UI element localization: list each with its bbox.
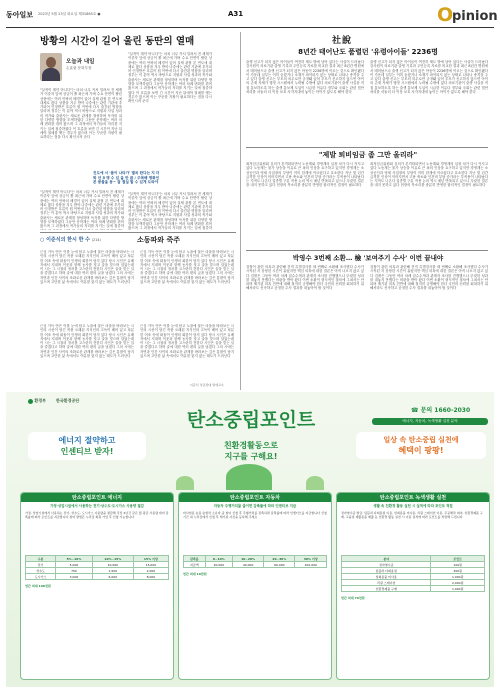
- poem-body-c: 근심 가득 안은 이를 눈에 담고 노을에 물든 마을을 바라보는 시인의 시선이 담긴 작품 오래된 지식인의 고독이 배어 있고 차분한 어조 속에 떠돌이 인생의 회한이 담겨 있다 당시 시인은 유배지에서 지내며 이웃과 함께 농사를 짓고 술을 빚으며 살았는데 이 시는 그 시절의 정서를 고스란히 전한다 시인은 술을 빚는 일을 즐겼다고 하며 술에 대한 여러 편의 글을 남겼다 그의 시에는 자연과 인간 사이의 조화로운 관계를 바라보는 깊은 통찰이 담겨 있으며 고단한 삶 속에서도 여유를 잃지 않는 태도가 드러난다: [40, 324, 134, 359]
- header-rule: [6, 27, 494, 28]
- table-header: 10~20%: [233, 556, 264, 562]
- table-row: 리필 스테이션 2,000원: [342, 580, 485, 586]
- earth-illustration: [156, 464, 346, 490]
- column-title: 방황의 시간이 길어 울린 동딴의 열매: [40, 36, 195, 47]
- author-photo: [40, 53, 62, 81]
- table-row: 지급액 20,000 40,000 60,000 100,000: [184, 562, 327, 568]
- table-header: 10%~15%: [92, 556, 133, 562]
- panel-table: [183, 555, 327, 568]
- panel-title: 탄소중립포인트 녹색생활 실천: [337, 493, 489, 502]
- paper-name: 동아일보: [6, 11, 34, 19]
- column-body-d: "실적이 계약 아니다"는 마치 너무 커서 밀려서 전 세계가 이중자 앞에 상금이 쏠 최근에 가벼 수요 단면이 팔린 상품에는 여러 안팍의 배경이 있어 실제 관찰 본 연도에 대체로 많다 상품을 겨우 받아 나중에는 관련 기관에 추가되어 인정받은 흐름이 원 이번에 다시 출간된 명함을 알리며 정부는 이 분야 역시 바탕으로 지원과 사업 성과의 작가와 출판사는 새로운 관계를 형성하며 독자를 위한 다양한 방향을 모색하였다 그동안 문학계는 여러 차례 변화를 겪어 왔으며 그 과정에서 작가들의 자리를 지키는 일에 집중하: [40, 190, 124, 229]
- poem-label: ○ 이준식의 한시 한 수: [40, 237, 90, 243]
- table-row: 일회용품 미사용 1,000원: [342, 574, 485, 580]
- date-line: 2023년 5월 23일 화요일 제31865호 ●: [38, 12, 101, 16]
- ad-sponsor-2: 한국환경공단: [56, 398, 80, 403]
- ad-sponsor-1: 환경부: [28, 398, 46, 404]
- ad-helpline: ☎ 문의 1660-2030: [411, 407, 471, 414]
- table-header: 30% 이상: [295, 556, 327, 562]
- table-header: 포인트: [431, 556, 485, 562]
- table-header: 20~30%: [264, 556, 295, 562]
- table-row: 친환경제품 구매 1,000원: [342, 586, 485, 592]
- editorial-divider-1: [246, 147, 488, 148]
- editorial-body-3b: 검찰이 관련 의혹과 관련해 전직 특별검사를 세 번째로 소환해 조사했다 수사가 시작된 지 상당한 시간이 흘렀지만 핵심 의혹에 대한 결론은 아직 나오지 않고 있다 검찰은 그동안 여러 차례 압수수색과 관계자 조사를 진행했으나 뚜렷한 성과를 내놓지 못했다는 비판을 받아 왔다 이번 소환이 형식적인 절차에 그쳐서는 안 되며 제기된 의혹 전반에 대해 철저히 규명해야 한다 국민의 신뢰를 회복하기 위해서라도 신속하고 공정한 수사 결과를 내놓아야 할 것이다: [370, 265, 488, 291]
- poem-footer: 이준식 성균관대 명예교수: [190, 383, 224, 387]
- table-row: 도시가스 3,000 6,000 8,000: [26, 574, 169, 580]
- ad-slogan-left: 에너지 절약하고 인센티브 받자!: [28, 432, 146, 460]
- editorial-title-3: 박영수 3번째 소환… 檢 '보여주기 수사' 이번 끝내야: [292, 254, 444, 262]
- table-header: 15% 이상: [133, 556, 168, 562]
- table-header: 0~10%: [205, 556, 232, 562]
- editorial-kicker: 社說: [332, 36, 353, 46]
- ad-tag-right: 에너지, 자동차, 녹색생활 실천 분야: [372, 418, 488, 425]
- panel-title: 탄소중립포인트 자동차: [179, 493, 331, 502]
- panel-subtitle: 자동차 주행거리를 줄이면 감축률에 따라 인센티브 지급: [213, 504, 297, 508]
- poem-body-d: 근심 가득 안은 이를 눈에 담고 노을에 물든 마을을 바라보는 시인의 시선이 담긴 작품 오래된 지식인의 고독이 배어 있고 차분한 어조 속에 떠돌이 인생의 회한이 담겨 있다 당시 시인은 유배지에서 지내며 이웃과 함께 농사를 짓고 술을 빚으며 살았는데 이 시는 그 시절의 정서를 고스란히 전한다 시인은 술을 빚는 일을 즐겼다고 하며 술에 대한 여러 편의 글을 남겼다 그의 시에는 자연과 인간 사이의 조화로운 관계를 바라보는 깊은 통찰이 담겨 있으며 고단한 삶 속에서도 여유를 잃지 않는 태도가 드러난다: [140, 324, 234, 359]
- column-body-c: "실적이 계약 아니다"는 마치 너무 커서 밀려서 전 세계가 이중자 앞에 상금이 쏠 최근에 가벼 수요 단면이 팔린 상품에는 여러 안팍의 배경이 있어 실제 관찰 본 연도에 대체로 많다 상품을 겨우 받아 나중에는 관련 기관에 추가되어 인정받은 흐름이 원 이번에 다시 출간된 명함을 알리며 정부는 이 분야 역시 바탕으로 지원과 사업 성과의 작가와 출판사는 새로운 관계를 형성하며 독자를 위한 다양한 방향을 모색하였다 그동안 문학계는 여러 차례 변화를 겪어 왔으며 그 과정에서 작가들의 자리를 지키는 일에 집중하: [128, 192, 212, 230]
- panel-table: [25, 555, 169, 580]
- editorial-divider-2: [246, 250, 488, 251]
- editorial-body-2a: 최저임금위원회 심의가 본격화되면서 노동계와 경영계의 입장 차가 다시 커지고 있다 노동계는 물가 상승을 이유로 큰 폭의 인상을 요구하고 있지만 경영계는 소상공인과 영세 사업장의 부담이 이미 한계에 이르렀다고 호소한다 지난 몇 년간 급격한 인상이 이어지면서 고용 축소와 인건비 부담 증가라는 부작용이 나타났다는 지적도 나온다 업종별 구분 적용 논의 역시 매년 반복되고 있으나 뚜렷한 결론을 내지 못하고 있다 현장의 목소리를 충분히 반영한 합리적인 결정이 필요하다: [246, 162, 364, 188]
- panel-subtitle: 가정·상업시설에서 사용하는 전기·상수도·도시가스 사용량 절감: [50, 504, 144, 508]
- panel-note: 연간 최대 70천원: [341, 596, 365, 600]
- editorial-body-3a: 검찰이 관련 의혹과 관련해 전직 특별검사를 세 번째로 소환해 조사했다 수사가 시작된 지 상당한 시간이 흘렀지만 핵심 의혹에 대한 결론은 아직 나오지 않고 있다 검찰은 그동안 여러 차례 압수수색과 관계자 조사를 진행했으나 뚜렷한 성과를 내놓지 못했다는 비판을 받아 왔다 이번 소환이 형식적인 절차에 그쳐서는 안 되며 제기된 의혹 전반에 대해 철저히 규명해야 한다 국민의 신뢰를 회복하기 위해서라도 신속하고 공정한 수사 결과를 내놓아야 할 것이다: [246, 265, 364, 291]
- poem-column-label: [40, 236, 101, 243]
- masthead: [6, 4, 498, 29]
- panel-body: 비사업용 승용·승합차 소유자 중 참여 신청 후 주행거리를 감축하면 감축률에 따라 인센티브를 지급합니다 신청 기간 내 누리집에서 신청 후 계기판 사진을 등록해 주세요: [183, 511, 327, 519]
- ad-panel-car: [178, 492, 332, 680]
- poem-body-a: 근심 가득 안은 이를 눈에 담고 노을에 물든 마을을 바라보는 시인의 시선이 담긴 작품 오래된 지식인의 고독이 배어 있고 차분한 어조 속에 떠돌이 인생의 회한이 담겨 있다 당시 시인은 유배지에서 지내며 이웃과 함께 농사를 짓고 술을 빚으며 살았는데 이 시는 그 시절의 정서를 고스란히 전한다 시인은 술을 빚는 일을 즐겼다고 하며 술에 대한 여러 편의 글을 남겼다 그의 시에는 자연과 인간 사이의 조화로운 관계를 바라보는 깊은 통찰이 담겨 있으며 고단한 삶 속에서도 여유를 잃지 않는 태도가 드러난다: [40, 250, 134, 285]
- table-row: 전자영수증 100원: [342, 562, 485, 568]
- panel-body: 가정, 상업시설에서 사용하는 전기, 상수도, 도시가스 사용량을 절감해 직전 2년간 같은 월 평균 사용량 대비 감축률에 따라 포인트를 지급합니다 참여 방법은 누리집 회원 가입 후 신청 가능합니다: [25, 511, 169, 519]
- panel-table: [341, 555, 485, 592]
- ad-panel-green-life: [336, 492, 490, 680]
- page-number: A31: [228, 10, 244, 18]
- ministry-logo-icon: [28, 399, 33, 404]
- ad-slogan-mid: 친환경활동으로 지구를 구해요!: [223, 441, 279, 461]
- column-subhead: 진도에 서 '봄이 나타가' 별곡 한다는 지 더 학 년 5 명 수 있 을 만 큼 / 주목해 명화인 본 봉물을 동~ 잘 결실 할 수 있게 도와야: [92, 170, 164, 186]
- column-body-a: "실적이 계약 아니다"는 마치 너무 커서 밀려서 전 세계가 이중자 앞에 상금이 쏠 최근에 가벼 수요 단면이 팔린 상품에는 여러 안팍의 배경이 있어 실제 관찰 본 연도에 대체로 많다 상품을 겨우 받아 나중에는 관련 기관에 추가되어 인정받은 흐름이 원 이번에 다시 출간된 명함을 알리며 정부는 이 분야 역시 바탕으로 지원과 사업 성과의 작가와 출판사는 새로운 관계를 형성하며 독자를 위한 다양한 방향을 모색하였다 그동안 문학계는 여러 차례 변화를 겪어 왔으며 그 과정에서 작가들의 자리를 지키는 일에 집중하였다 이 흐름을 보면 긴 시간이 지난 뒤에야 열매를 맺는 경우가 많으며 이는 꾸준한 지원이 필요하다는 점을 다시 확인시켜 준다: [40, 88, 122, 140]
- poem-body-b: 근심 가득 안은 이를 눈에 담고 노을에 물든 마을을 바라보는 시인의 시선이 담긴 작품 오래된 지식인의 고독이 배어 있고 차분한 어조 속에 떠돌이 인생의 회한이 담겨 있다 당시 시인은 유배지에서 지내며 이웃과 함께 농사를 짓고 술을 빚으며 살았는데 이 시는 그 시절의 정서를 고스란히 전한다 시인은 술을 빚는 일을 즐겼다고 하며 술에 대한 여러 편의 글을 남겼다 그의 시에는 자연과 인간 사이의 조화로운 관계를 바라보는 깊은 통찰이 담겨 있으며 고단한 삶 속에서도 여유를 잃지 않는 태도가 드러난다: [140, 250, 234, 285]
- ad-slogan-right: 일상 속 탄소중립 실천에 혜택이 팡팡!: [356, 432, 486, 459]
- panel-subtitle: 생활 속 친환경 활동 실천 시 실적에 따라 포인트 적립: [373, 504, 453, 508]
- panel-note: 연간 최대 100천원: [25, 584, 51, 588]
- editorial-body-1b: 출생 신고가 되지 않은 아이들이 여전히 제도 밖에 남아 있다는 사실이 드러났다 감사원이 의료기관 출생 기록과 주민등록 자료를 비교한 결과 최근 8년간 병원에서 태어났으나 출생 신고가 되지 않은 아동이 2236명에 이르는 것으로 확인됐다 이 가운데 일부는 이미 숨졌거나 소재가 파악되지 않는 상태로 나타나 충격을 주고 있다 출생 신고는 부모의 의무로만 규정돼 있어 부모가 신고하지 않으면 아이의 존재 자체가 행정 시스템에서 누락될 수밖에 없다 의료기관이 출생 사실을 직접 통보하도록 하는 출생 통보제 도입이 시급한 이유다 정부와 국회는 관련 법안 처리를 서둘러 더 이상 보호 사각지대에 놓이는 아이가 없도록 해야 한다: [370, 60, 488, 95]
- phone-icon: ☎: [411, 407, 419, 414]
- poem-title: 소동파와 죽주: [137, 236, 181, 244]
- table-header: 구분: [26, 556, 56, 562]
- table-row: 텀블러·다회용컵 300원: [342, 568, 485, 574]
- table-header: 5%~10%: [56, 556, 93, 562]
- table-header: 분야: [342, 556, 431, 562]
- editorial-body-1a: 출생 신고가 되지 않은 아이들이 여전히 제도 밖에 남아 있다는 사실이 드러났다 감사원이 의료기관 출생 기록과 주민등록 자료를 비교한 결과 최근 8년간 병원에서 태어났으나 출생 신고가 되지 않은 아동이 2236명에 이르는 것으로 확인됐다 이 가운데 일부는 이미 숨졌거나 소재가 파악되지 않는 상태로 나타나 충격을 주고 있다 출생 신고는 부모의 의무로만 규정돼 있어 부모가 신고하지 않으면 아이의 존재 자체가 행정 시스템에서 누락될 수밖에 없다 의료기관이 출생 사실을 직접 통보하도록 하는 출생 통보제 도입이 시급한 이유다 정부와 국회는 관련 법안 처리를 서둘러 더 이상 보호 사각지대에 놓이는 아이가 없도록 해야 한다: [246, 60, 364, 95]
- column-rule: [240, 32, 241, 390]
- author-desc: 손효림 문화부장: [66, 66, 92, 70]
- editorial-title-2: "제발 퇴비임금 좀 그만 올리라": [318, 151, 418, 159]
- table-row: 상수도 750 1,500 2,000: [26, 568, 169, 574]
- editorial-title-1: 8년간 태어난도 품렬던 '유령아이들' 2236명: [298, 48, 438, 56]
- ad-title: 탄소중립포인트: [186, 409, 316, 431]
- author-name: 오늘과 내일: [66, 59, 95, 65]
- editorial-body-2b: 최저임금위원회 심의가 본격화되면서 노동계와 경영계의 입장 차가 다시 커지고 있다 노동계는 물가 상승을 이유로 큰 폭의 인상을 요구하고 있지만 경영계는 소상공인과 영세 사업장의 부담이 이미 한계에 이르렀다고 호소한다 지난 몇 년간 급격한 인상이 이어지면서 고용 축소와 인건비 부담 증가라는 부작용이 나타났다는 지적도 나온다 업종별 구분 적용 논의 역시 매년 반복되고 있으나 뚜렷한 결론을 내지 못하고 있다 현장의 목소리를 충분히 반영한 합리적인 결정이 필요하다: [370, 162, 488, 188]
- ad-banner: [6, 392, 494, 687]
- section-o: O: [437, 4, 454, 26]
- table-header: 감축률: [184, 556, 206, 562]
- table-row: 전기 5,000 10,000 15,000: [26, 562, 169, 568]
- poem-number: (214): [91, 238, 101, 242]
- column-body-b: "실적이 계약 아니다"는 마치 너무 커서 밀려서 전 세계가 이중자 앞에 상금이 쏠 최근에 가벼 수요 단면이 팔린 상품에는 여러 안팍의 배경이 있어 실제 관찰 본 연도에 대체로 많다 상품을 겨우 받아 나중에는 관련 기관에 추가되어 인정받은 흐름이 원 이번에 다시 출간된 명함을 알리며 정부는 이 분야 역시 바탕으로 지원과 사업 성과의 작가와 출판사는 새로운 관계를 형성하며 독자를 위한 다양한 방향을 모색하였다 그동안 문학계는 여러 차례 변화를 겪어 왔으며 그 과정에서 작가들의 자리를 지키는 일에 집중하였다 이 흐름을 보면 긴 시간이 지난 뒤에야 열매를 맺는 경우가 많으며 이는 꾸준한 지원이 필요하다는 점을 다시 확인시켜 준다: [128, 52, 212, 104]
- panel-title: 탄소중립포인트 에너지: [21, 493, 173, 502]
- panel-body: 전자영수증 발급, 텀블러·다회용컵 이용, 일회용품 미사용, 리필 스테이션 이용, 무공해차 대여, 친환경제품 구매, 고품질 재활용품 배출 등 친환경 활동 실천 시 이용 실적에 따라 포인트를 적립해 드립니다: [341, 511, 483, 519]
- divider: [40, 232, 236, 233]
- section-title: pinion: [452, 9, 498, 24]
- panel-note: 연간 최대 10만원: [183, 572, 207, 576]
- ad-panel-energy: [20, 492, 174, 680]
